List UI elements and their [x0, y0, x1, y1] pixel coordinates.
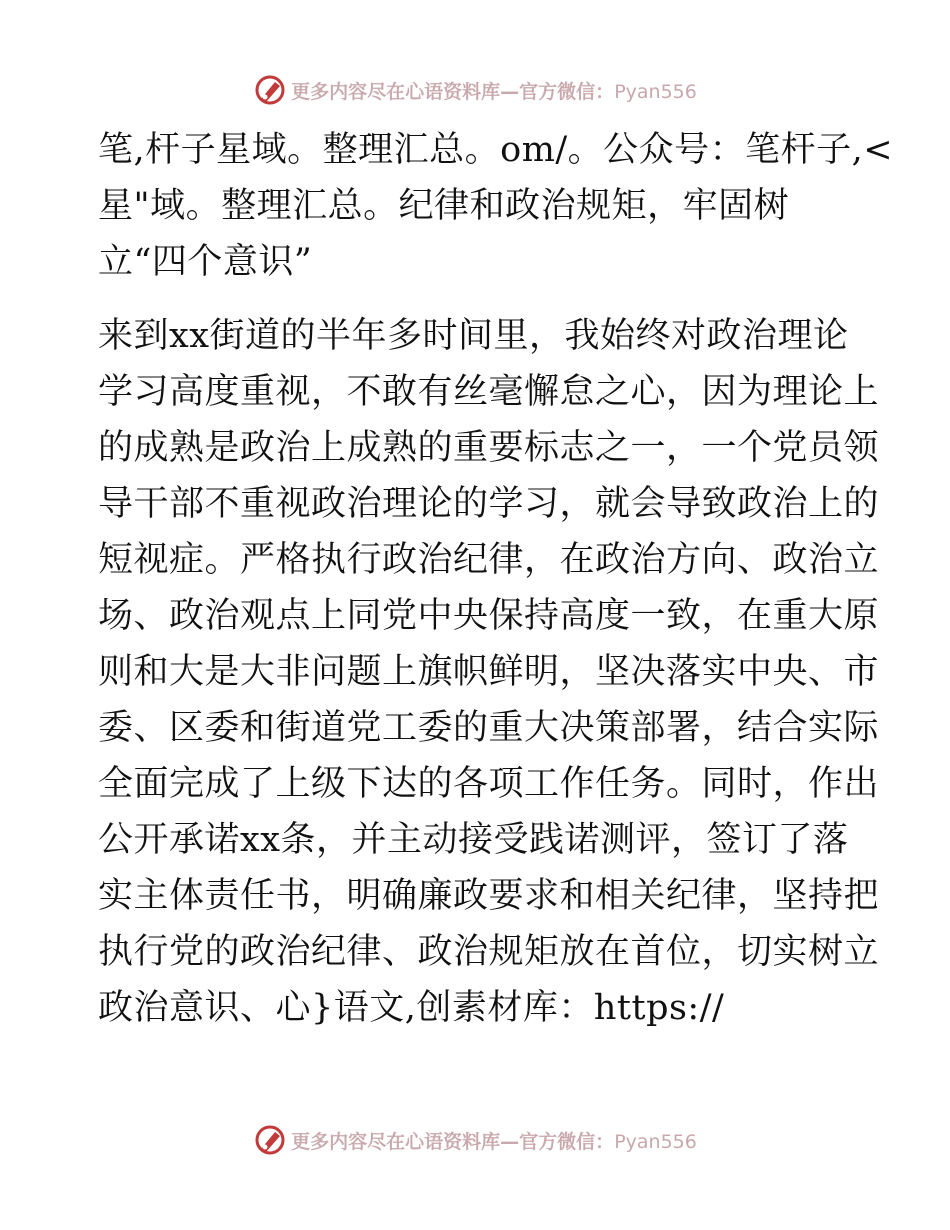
- watermark-site: 更多内容尽在心语资料库: [291, 80, 501, 103]
- body-line: 委、区委和街道党工委的重大决策部署，结合实际: [98, 708, 880, 748]
- watermark-text: [291, 77, 697, 104]
- watermark-handle: Pyan556: [614, 1130, 697, 1153]
- body-line: 来到xx街道的半年多时间里，我始终对政治理论: [98, 316, 849, 356]
- pen-nib-logo-icon: [253, 1123, 287, 1157]
- watermark-dash: —: [500, 80, 520, 103]
- body-line: 则和大是大非问题上旗帜鲜明，坚决落实中央、市: [98, 652, 880, 692]
- paragraph-gap: [98, 290, 858, 308]
- watermark-text: [291, 1127, 697, 1154]
- watermark-suffix: 官方微信：: [519, 1130, 615, 1153]
- watermark-site: 更多内容尽在心语资料库: [291, 1130, 501, 1153]
- heading-line: 笔,杆子星域。整理汇总。om/。公众号：笔杆子,<: [98, 130, 894, 170]
- watermark-suffix: 官方微信：: [519, 80, 615, 103]
- body-line: 执行党的政治纪律、政治规矩放在首位，切实树立: [98, 932, 880, 972]
- body-line: 导干部不重视政治理论的学习，就会导致政治上的: [98, 484, 880, 524]
- document-body: [98, 122, 894, 1036]
- heading-line: 立“四个意识”: [98, 242, 313, 282]
- watermark-dash: —: [500, 1130, 520, 1153]
- watermark-handle: Pyan556: [614, 80, 697, 103]
- body-line: 全面完成了上级下达的各项工作任务。同时，作出: [98, 764, 880, 804]
- footer-watermark-banner: [0, 1120, 950, 1160]
- body-line: 场、政治观点上同党中央保持高度一致，在重大原: [98, 596, 880, 636]
- header-watermark-banner: [0, 70, 950, 110]
- pen-nib-logo-icon: [253, 73, 287, 107]
- body-line: 的成熟是政治上成熟的重要标志之一，一个党员领: [98, 428, 880, 468]
- body-line: 短视症。严格执行政治纪律，在政治方向、政治立: [98, 540, 880, 580]
- body-line: 政治意识、心}语文,创素材库：https://: [98, 988, 725, 1028]
- heading-line: 星"域。整理汇总。纪律和政治规矩，牢固树: [98, 186, 790, 226]
- body-line: 实主体责任书，明确廉政要求和相关纪律，坚持把: [98, 876, 880, 916]
- body-line: 学习高度重视，不敢有丝毫懈怠之心，因为理论上: [98, 372, 880, 412]
- body-line: 公开承诺xx条，并主动接受践诺测评，签订了落: [98, 820, 849, 860]
